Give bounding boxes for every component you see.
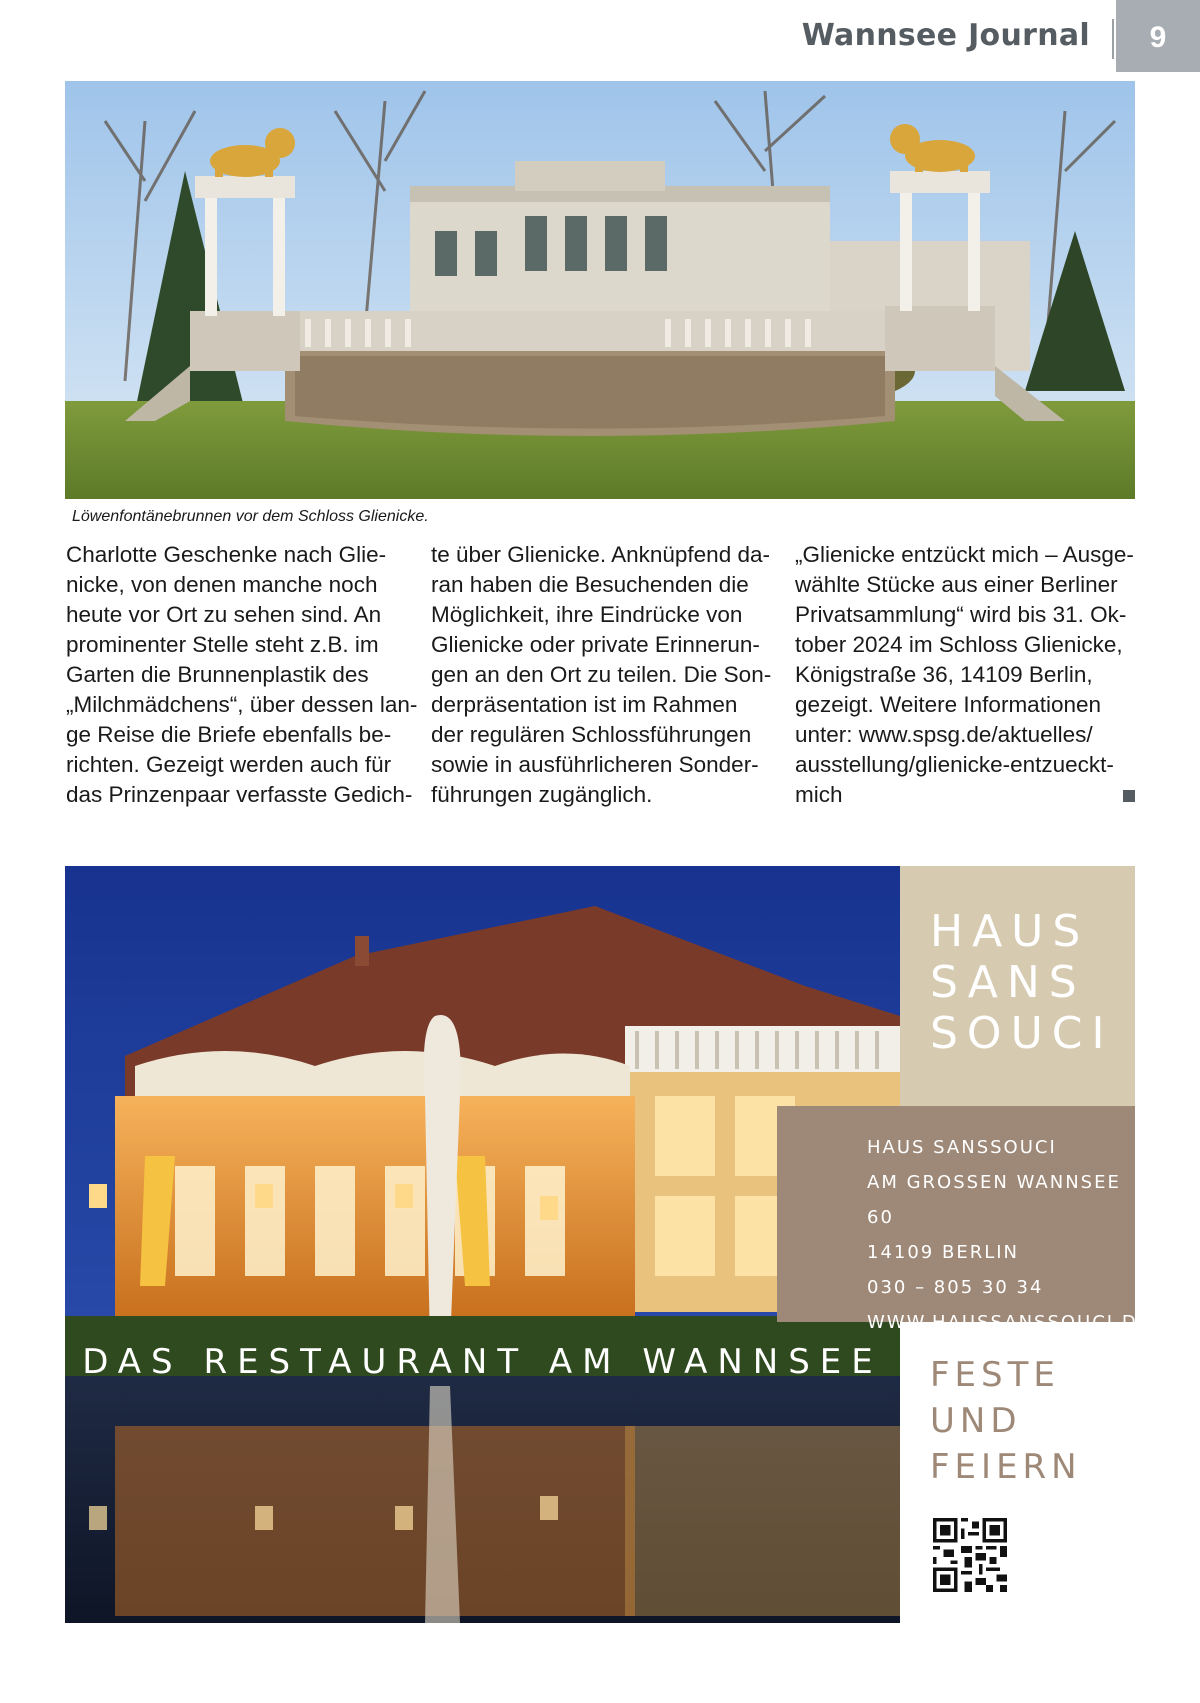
text-line: Königstraße 36, 14109 Berlin,	[795, 662, 1093, 687]
page-number: 9	[1116, 0, 1200, 72]
text-line-last	[795, 780, 1135, 810]
text-line: gen an den Ort zu teilen. Die Son-	[431, 662, 772, 687]
text-line: heute vor Ort zu sehen sind. An	[66, 602, 382, 627]
article-end-square-icon	[1123, 790, 1135, 802]
text-line: sowie in ausführlicheren Sonder-	[431, 752, 759, 777]
article-column-1	[66, 540, 418, 810]
logo-line: SOUCI	[930, 1008, 1114, 1059]
text-line: führungen zugänglich.	[431, 782, 653, 807]
text-line: unter: www.spsg.de/aktuelles/	[795, 722, 1093, 747]
tagline-line: UND	[930, 1401, 1022, 1441]
contact-street: AM GROSSEN WANNSEE 60	[867, 1172, 1121, 1228]
text-line: ran haben die Besuchenden die	[431, 572, 749, 597]
text-line: Glienicke oder private Erinnerun-	[431, 632, 760, 657]
article-column-2	[431, 540, 783, 810]
text-line: der regulären Schlossführungen	[431, 722, 752, 747]
article-column-3	[795, 540, 1135, 810]
text-line: nicke, von denen manche noch	[66, 572, 378, 597]
text-line: Garten die Brunnenplastik des	[66, 662, 369, 687]
text-line: tober 2024 im Schloss Glienicke,	[795, 632, 1123, 657]
text-line: Privatsammlung“ wird bis 31. Ok-	[795, 602, 1127, 627]
text-line: te über Glienicke. Anknüpfend da-	[431, 542, 770, 567]
text-line: Möglichkeit, ihre Eindrücke von	[431, 602, 743, 627]
restaurant-advertisement	[65, 866, 1152, 1623]
text-line: Charlotte Geschenke nach Glie-	[66, 542, 387, 567]
text-line: ausstellung/glienicke-entzueckt-	[795, 752, 1114, 777]
logo-line: SANS	[930, 957, 1086, 1008]
text-line: gezeigt. Weitere Informationen	[795, 692, 1102, 717]
restaurant-slogan: DAS RESTAURANT AM WANNSEE	[82, 1342, 883, 1382]
journal-title: Wannsee Journal	[801, 18, 1090, 53]
text-line: wählte Stücke aus einer Berliner	[795, 572, 1118, 597]
text-line: „Glienicke entzückt mich – Ausge-	[795, 542, 1134, 567]
ad-tagline	[930, 1352, 1082, 1490]
tagline-line: FESTE	[930, 1355, 1060, 1395]
contact-info	[777, 1106, 1152, 1333]
fountain-photo	[65, 81, 1135, 499]
text-line: richten. Gezeigt werden auch für	[66, 752, 392, 777]
haus-sanssouci-logo	[900, 866, 1135, 1106]
text-line: „Milchmädchens“, über dessen lan-	[66, 692, 418, 717]
qr-code-icon[interactable]	[933, 1518, 1007, 1592]
text-line: derpräsentation ist im Rahmen	[431, 692, 738, 717]
text-line: mich	[795, 782, 843, 807]
restaurant-photo	[65, 866, 900, 1623]
logo-line: HAUS	[930, 906, 1090, 957]
tagline-line: FEIERN	[930, 1447, 1082, 1487]
contact-phone: 030 – 805 30 34	[867, 1277, 1044, 1298]
contact-name: HAUS SANSSOUCI	[867, 1137, 1057, 1158]
header-divider	[1112, 19, 1114, 59]
contact-city: 14109 BERLIN	[867, 1242, 1020, 1263]
text-line: prominenter Stelle steht z.B. im	[66, 632, 379, 657]
contact-website[interactable]: WWW.HAUSSANSSOUCI.DE	[867, 1312, 1152, 1333]
text-line: das Prinzenpaar verfasste Gedich-	[66, 782, 413, 807]
photo-caption: Löwenfontänebrunnen vor dem Schloss Glienicke.	[72, 508, 429, 525]
text-line: ge Reise die Briefe ebenfalls be-	[66, 722, 392, 747]
